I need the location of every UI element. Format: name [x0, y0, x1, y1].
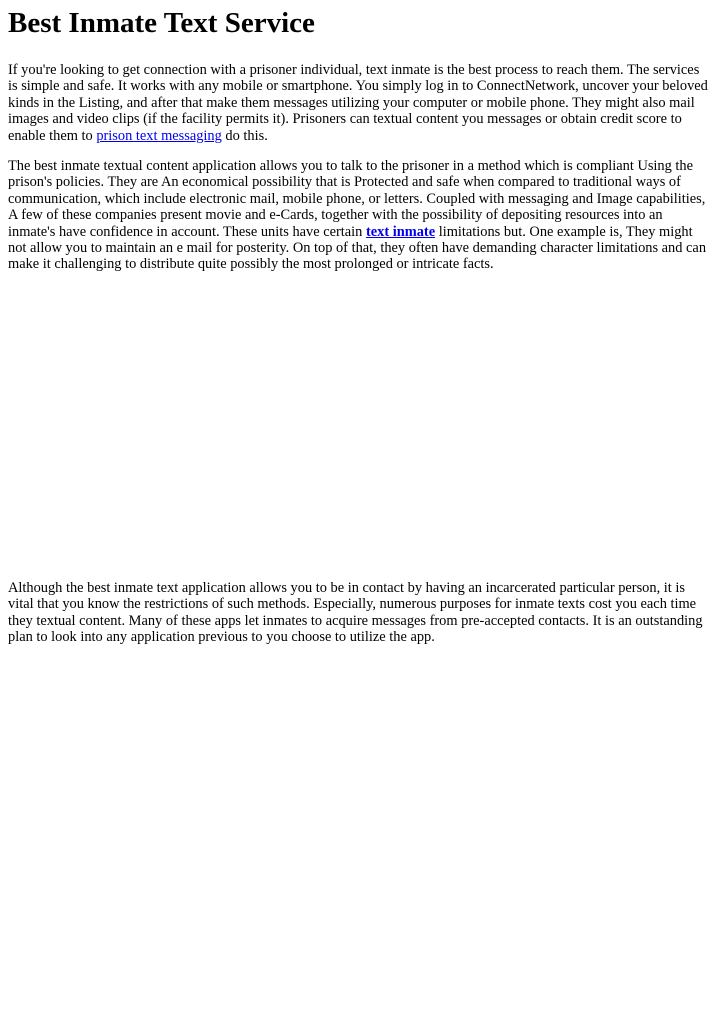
paragraph-1-text-after: do this.: [221, 127, 268, 144]
paragraph-2: [8, 158, 712, 273]
blank-space: [8, 273, 712, 580]
paragraph-2-text-before: The best inmate textual content application allows you to talk to the prisoner in a method which is compliant Using the prison's policies. They are An economical possibility that is Protected and safe when compared to traditional ways of communication, which include electronic mail, mobile phone, or letters. Coupled with messaging and Image capabilities, A few of these companies present movie and e-Cards, together with the possibility of depositing resources into an inmate's have confidence in account. These units have certain: [8, 158, 706, 240]
paragraph-1-text-before: If you're looking to get connection with a prisoner individual, text inmate is the best process to reach them. The services is simple and safe. It works with any mobile or smartphone. You simply log in to ConnectNetwork, uncover your beloved kinds in the Listing, and after that make them messages utilizing your computer or mobile phone. They might also mail images and video clips (if the facility permits it). Prisoners can textual content you messages or obtain credit score to enable them to: [8, 62, 708, 144]
prison-text-messaging-link[interactable]: prison text messaging: [96, 127, 222, 144]
paragraph-2-text-after: limitations but. One example is, They might not allow you to maintain an e mail for posterity. On top of that, they often have demanding character limitations and can make it challenging to distribute quite possibly the most prolonged or intricate facts.: [8, 223, 707, 273]
paragraph-1: [8, 62, 712, 144]
page-title: Best Inmate Text Service: [8, 7, 315, 39]
paragraph-3: Although the best inmate text application allows you to be in contact by having an incarcerated particular person, it is vital that you know the restrictions of such methods. Especially, numerous purposes for inmate texts cost you each time they textual content. Many of these apps let inmates to acquire messages from pre-accepted contacts. It is an outstanding plan to look into any application previous to you choose to utilize the app.: [8, 579, 703, 646]
text-inmate-link[interactable]: text inmate: [365, 223, 436, 240]
